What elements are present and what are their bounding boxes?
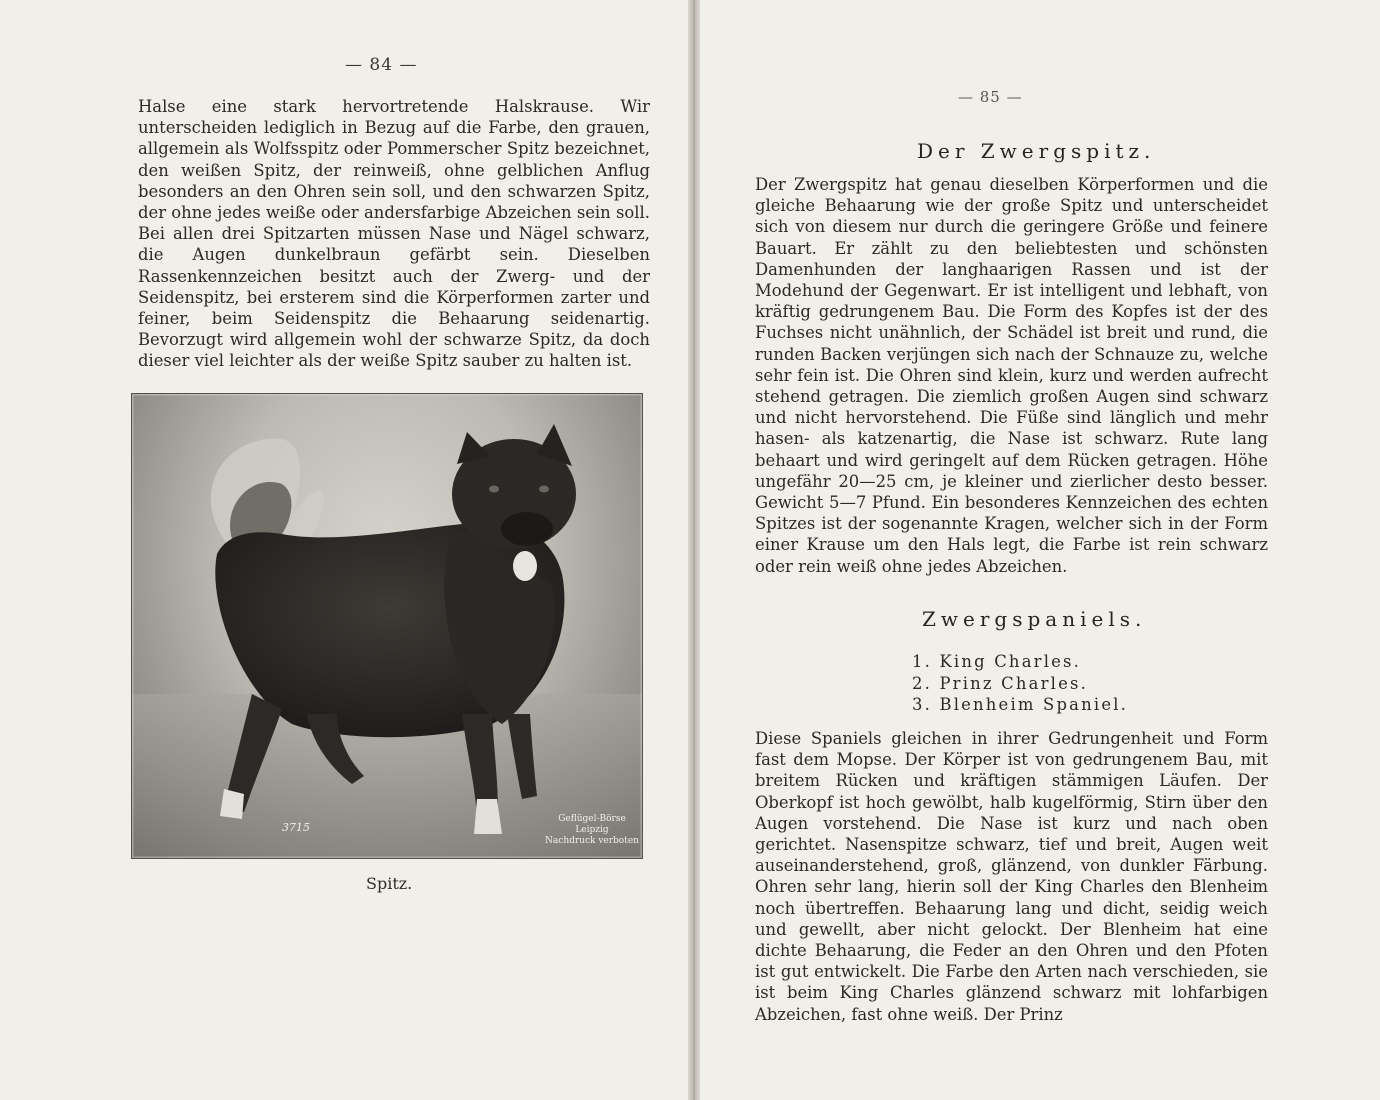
dog-illustration [132,394,642,858]
stamp-line-1: Geflügel-Börse [558,814,626,824]
page-number-85: — 85 — [958,88,1023,106]
book-gutter [688,0,700,1100]
heading-zwergspitz: Der Zwergspitz. [917,139,1156,163]
stamp-line-2: Leipzig [575,825,609,835]
stamp-line-3: Nachdruck verboten [545,836,639,846]
photo-caption: Spitz. [366,874,413,893]
spaniels-paragraph: Diese Spaniels gleichen in ihrer Gedrungenheit und Form fast dem Mopse. Der Körper ist von gedrungenem Bau, mit breitem Rücken und kräftigen stämmigen Läufen. Der Oberkopf ist hoch gewölbt, halb kugelförmig, Stirn über den Augen vorstehend. Die Nase ist kurz und nach oben gerichtet. Nasenspitze schwarz, tief und breit, Augen weit auseinanderstehend, groß, glänzend, von dunkler Färbung. Ohren sehr lang, hierin soll der King Charles den Blenheim noch übertreffen. Behaarung lang und dicht, seidig weich und gewellt, aber nicht gelockt. Der Blenheim hat eine dichte Behaarung, die Feder an den Ohren und den Pfoten ist gut entwickelt. Die Farbe den Arten nach verschieden, sie ist beim King Charles glänzend schwarz mit lohfarbigen Abzeichen, fast ohne weiß. Der Prinz [755,729,1268,1024]
photo-stamp [542,814,642,847]
dog-tongue [513,551,537,581]
zwergspitz-paragraph: Der Zwergspitz hat genau dieselben Körperformen und die gleiche Behaarung wie der große Spitz und unterscheidet sich von diesem nur durch die geringere Größe und feinere Bauart. Er zählt zu den beliebtesten und schönsten Damenhunden der langhaarigen Rassen und ist der Modehund der Gegenwart. Er ist intelligent und lebhaft, von kräftig gedrungenem Bau. Die Form des Kopfes ist der des Fuchses nicht unähnlich, der Schädel ist breit und rund, die runden Backen verjüngen sich nach der Schnauze zu, welche sehr fein ist. Die Ohren sind klein, kurz und werden aufrecht stehend getragen. Die ziemlich großen Augen sind schwarz und nicht hervorstehend. Die Füße sind länglich und mehr hasen- als katzenartig, die Nase ist schwarz. Rute lang behaart und wird geringelt auf dem Rücken getragen. Höhe ungefähr 20—25 cm, je kleiner und zierlicher desto besser. Gewicht 5—7 Pfund. Ein besonderes Kennzeichen des echten Spitzes ist der sogenannte Kragen, welcher sich in der Form einer Krause um den Hals legt, die Farbe ist rein schwarz oder rein weiß ohne jedes Abzeichen. [755,175,1268,576]
page-number-84: — 84 — [345,55,418,75]
left-page [0,0,688,1100]
breed-list [912,651,1128,716]
list-item: 1. King Charles. [912,652,1082,671]
photo-number: 3715 [282,821,310,834]
spitz-photograph [131,393,643,859]
heading-zwergspaniels: Zwergspaniels. [922,607,1147,631]
left-page-paragraph: Halse eine stark hervortretende Halskrause. Wir unterscheiden lediglich in Bezug auf die Farbe, den grauen, allgemein als Wolfsspitz oder Pommerscher Spitz bezeichnet, den weißen Spitz, der reinweiß, ohne gelblichen Anflug besonders an den Ohren sein soll, und den schwarzen Spitz, der ohne jedes weiße oder andersfarbige Abzeichen sein soll. Bei allen drei Spitzarten müssen Nase und Nägel schwarz, die Augen dunkelbraun gefärbt sein. Dieselben Rassenkennzeichen besitzt auch der Zwerg- und der Seidenspitz, bei ersterem sind die Körperformen zarter und feiner, beim Seidenspitz die Behaarung seidenartig. Bevorzugt wird allgemein wohl der schwarze Spitz, da doch dieser viel leichter als der weiße Spitz sauber zu halten ist. [138,97,650,371]
list-item: 2. Prinz Charles. [912,673,1089,693]
list-item: 3. Blenheim Spaniel. [912,695,1129,714]
